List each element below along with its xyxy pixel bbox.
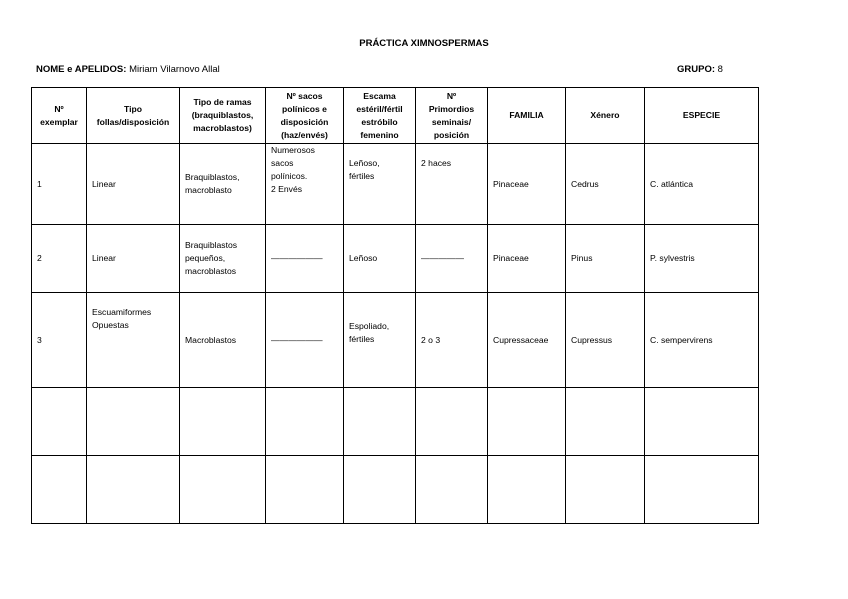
table-cell	[488, 388, 566, 456]
group-value: 8	[717, 64, 723, 75]
table-cell	[566, 388, 645, 456]
table-cell: Cupressus	[566, 293, 645, 388]
table-cell	[416, 456, 488, 524]
table-row	[32, 225, 759, 293]
table-cell: Cupressaceae	[488, 293, 566, 388]
table-cell: Leñoso	[344, 225, 416, 293]
table-cell	[266, 388, 344, 456]
page-title: PRÁCTICA XIMNOSPERMAS	[359, 38, 489, 49]
table-cell	[180, 456, 266, 524]
group-label: GRUPO:	[677, 64, 715, 75]
table-cell: 3	[32, 293, 87, 388]
table-cell: P. sylvestris	[645, 225, 759, 293]
table-cell	[32, 388, 87, 456]
table-cell: Escuamiformes Opuestas	[87, 293, 180, 388]
table-cell: Pinaceae	[488, 225, 566, 293]
group-line	[677, 64, 723, 75]
table-cell	[87, 456, 180, 524]
table-cell: Braquiblastos pequeños, macroblastos	[180, 225, 266, 293]
table-cell: C. sempervirens	[645, 293, 759, 388]
table-cell: Numerosos sacos polínicos. 2 Envés	[266, 144, 344, 225]
table-cell: Espoliado, fértiles	[344, 293, 416, 388]
header-cell-familia: FAMILIA	[488, 88, 566, 144]
table-cell: Pinus	[566, 225, 645, 293]
table-cell: ——————	[266, 293, 344, 388]
table-cell	[266, 456, 344, 524]
table-cell	[645, 388, 759, 456]
table-cell: Leñoso, fértiles	[344, 144, 416, 225]
table-cell	[32, 456, 87, 524]
table-cell: Linear	[87, 225, 180, 293]
table-cell	[87, 388, 180, 456]
gymnosperm-table	[31, 87, 759, 524]
table-cell	[344, 456, 416, 524]
table-cell: 1	[32, 144, 87, 225]
table-row	[32, 388, 759, 456]
table-cell	[416, 388, 488, 456]
header-cell-especie: ESPECIE	[645, 88, 759, 144]
table-cell: Pinaceae	[488, 144, 566, 225]
header-cell-escama: Escama estéril/fértil estróbilo femenino	[344, 88, 416, 144]
header-cell-sacos-polinicos: Nº sacos polínicos e disposición (haz/envés)	[266, 88, 344, 144]
table-row	[32, 293, 759, 388]
table-cell	[488, 456, 566, 524]
table-cell: Braquiblastos, macroblasto	[180, 144, 266, 225]
header-cell-tipo-follas: Tipo follas/disposición	[87, 88, 180, 144]
header-cell-exemplar: Nº exemplar	[32, 88, 87, 144]
table-cell: —————	[416, 225, 488, 293]
table-cell: ——————	[266, 225, 344, 293]
table-row	[32, 456, 759, 524]
table-cell: Macroblastos	[180, 293, 266, 388]
name-value: Miriam Vilarnovo Allal	[129, 64, 220, 75]
table-cell: Cedrus	[566, 144, 645, 225]
table-cell: Linear	[87, 144, 180, 225]
table-cell	[344, 388, 416, 456]
table-cell	[645, 456, 759, 524]
table-cell: 2	[32, 225, 87, 293]
header-cell-xenero: Xénero	[566, 88, 645, 144]
name-label: NOME e APELIDOS:	[36, 64, 127, 75]
table-cell	[180, 388, 266, 456]
header-cell-primordios: Nº Primordios seminais/ posición	[416, 88, 488, 144]
table-cell	[566, 456, 645, 524]
table-cell: 2 haces	[416, 144, 488, 225]
table-cell: 2 o 3	[416, 293, 488, 388]
header-cell-tipo-ramas: Tipo de ramas (braquiblastos, macroblastos)	[180, 88, 266, 144]
table-cell: C. atlántica	[645, 144, 759, 225]
header-row	[32, 88, 759, 144]
name-line	[36, 64, 220, 75]
table-row	[32, 144, 759, 225]
